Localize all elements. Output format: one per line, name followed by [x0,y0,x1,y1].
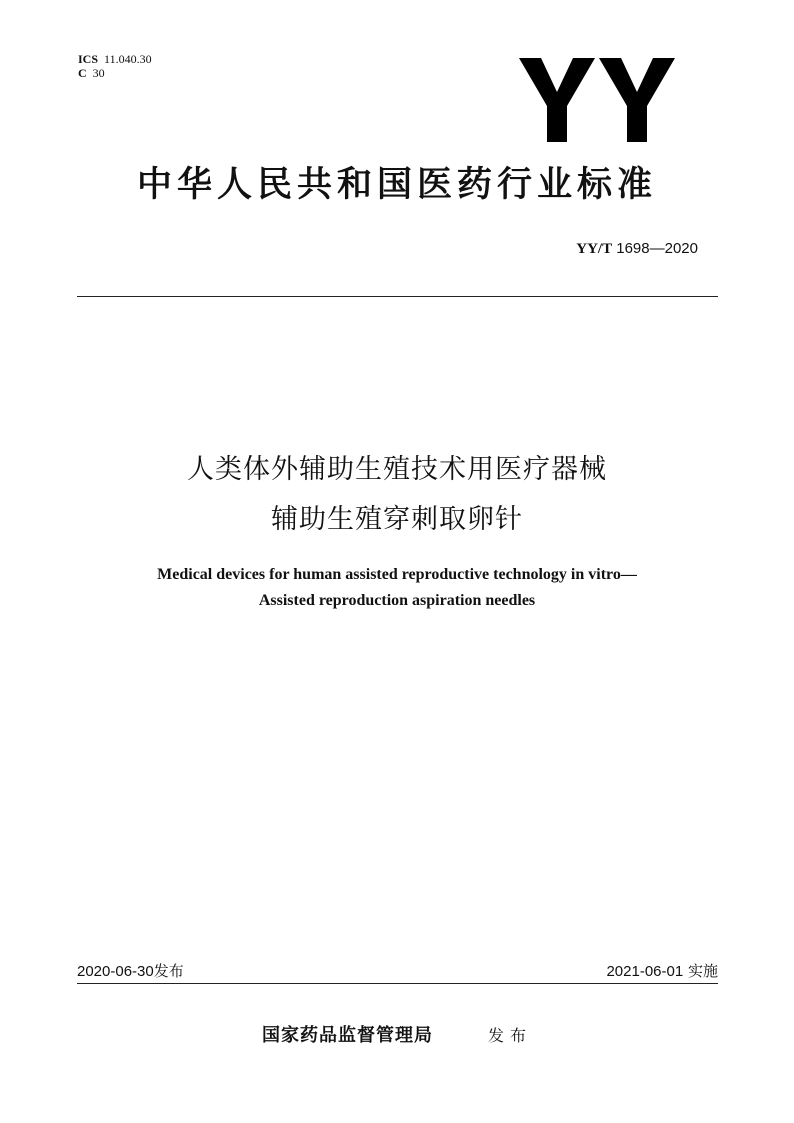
standard-number [576,240,698,258]
ics-code: ICS 11.040.30 [78,52,152,66]
issue-date-value: 2020-06-30 [77,963,154,980]
issue-date [77,960,184,981]
title-en-line1: Medical devices for human assisted reproductive technology in vitro— [157,566,637,583]
yy-logo-letter-2 [599,58,675,142]
organization-title: 中华人民共和国医药行业标准 [136,165,657,205]
publish-label: 发布 [488,1026,533,1045]
publisher-name: 国家药品监督管理局 [262,1025,433,1046]
implementation-date-value: 2021-06-01 [606,963,684,980]
ccs-code: C 30 [78,66,105,80]
issue-date-label: 发布 [153,962,184,980]
classification-codes [78,52,152,80]
standard-code: 1698—2020 [616,240,698,257]
yy-logo-letter-1 [519,58,595,142]
implementation-date-label: 实施 [687,962,718,980]
implementation-date [606,960,718,981]
title-en-line2: Assisted reproduction aspiration needles [258,592,536,609]
top-divider [77,296,718,297]
standard-prefix: YY/T [576,241,613,257]
title-zh-line2: 辅助生殖穿刺取卵针 [271,504,523,535]
bottom-divider [77,983,718,984]
title-zh-line1: 人类体外辅助生殖技术用医疗器械 [187,454,607,485]
yy-logo [519,58,675,142]
